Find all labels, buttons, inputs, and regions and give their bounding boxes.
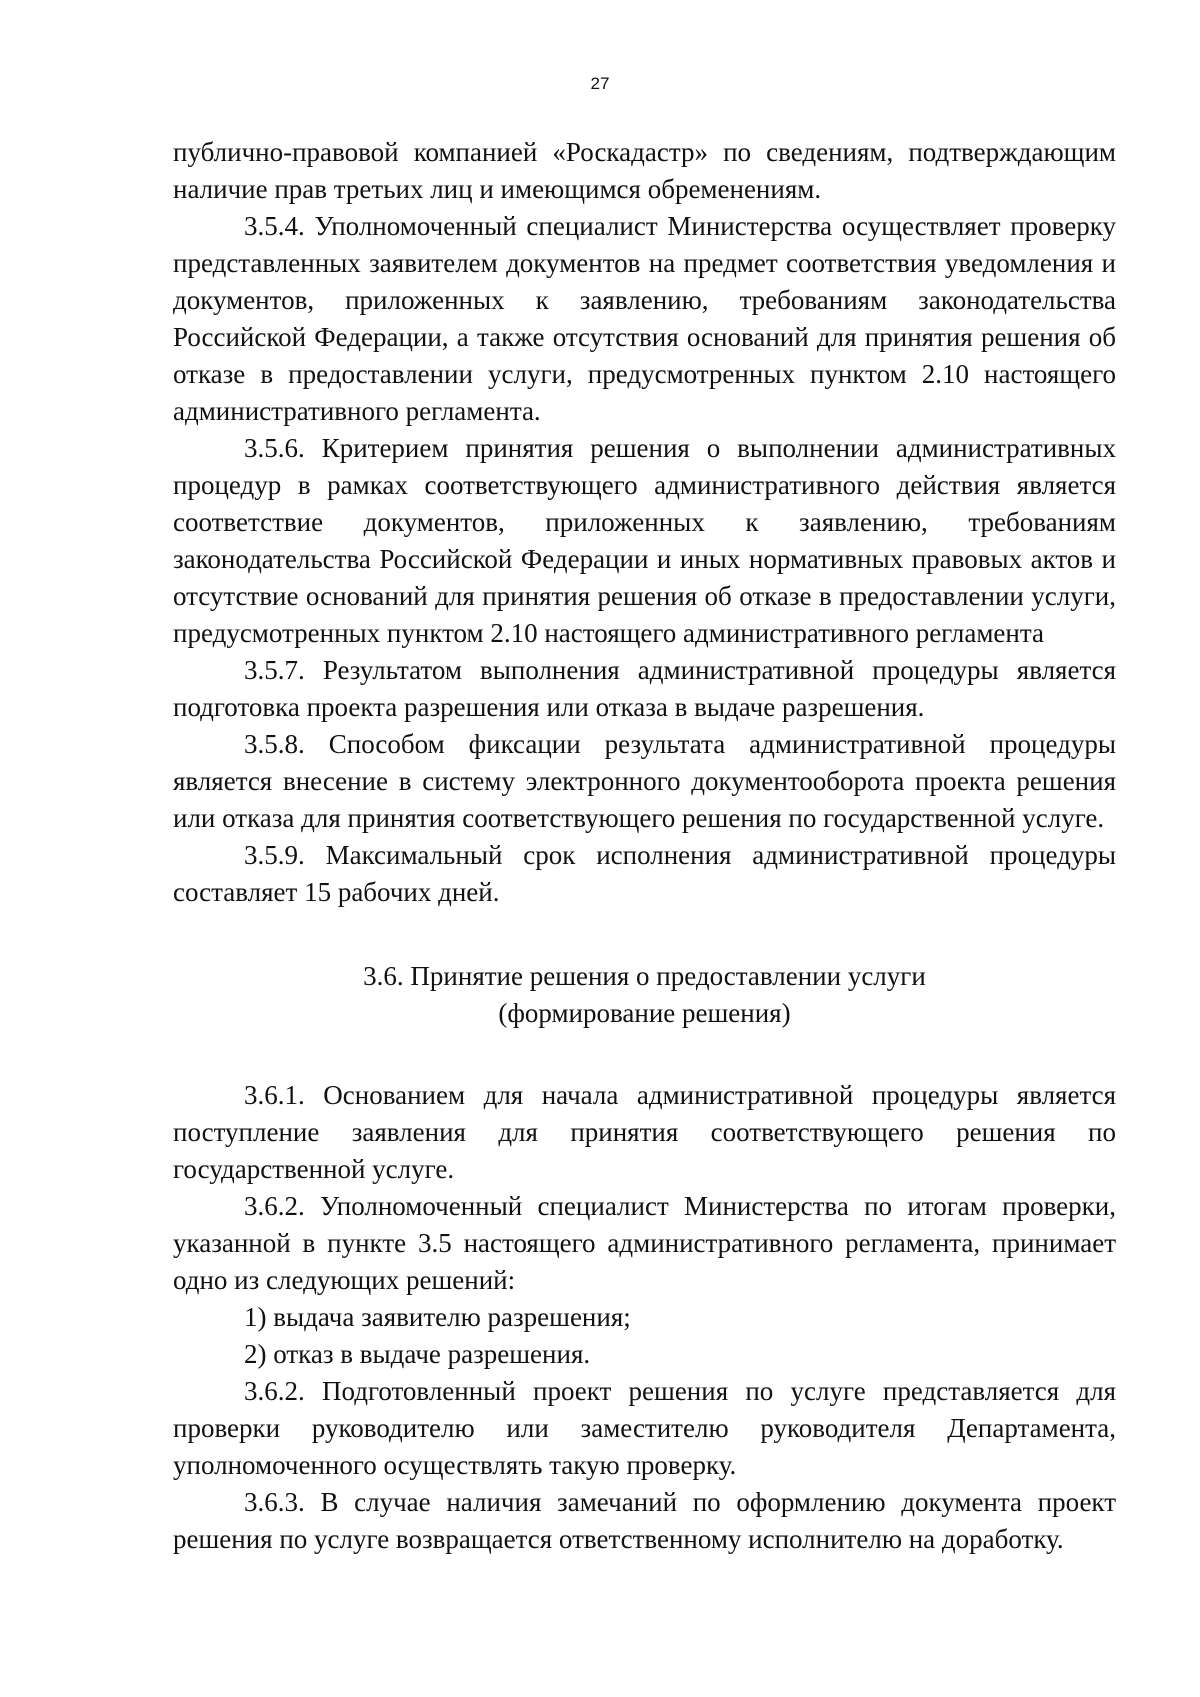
page-number: 27 bbox=[590, 74, 610, 93]
paragraph-3-6-2-review: 3.6.2. Подготовленный проект решения по услуге представляется для проверки руководителю или заместителю руководителя Департамента, уполномоченного осуществлять такую проверку. bbox=[173, 1376, 1116, 1480]
paragraph-3-5-6: 3.5.6. Критерием принятия решения о выполнении административных процедур в рамках соответствующего административного действия является соответствие документов, приложенных к заявлению, требованиям законодательства Российской Федерации и иных нормативных правовых актов и отсутствие оснований для принятия решения об отказе в предоставлении услуги, предусмотренных пунктом 2.10 настоящего административного регламента bbox=[173, 433, 1116, 648]
list-item-decision-2: 2) отказ в выдаче разрешения. bbox=[244, 1339, 591, 1369]
list-item-decision-1: 1) выдача заявителю разрешения; bbox=[244, 1302, 631, 1332]
paragraph-continuation: публично-правовой компанией «Роскадастр» по сведениям, подтверждающим наличие прав третьих лиц и имеющимся обременениям. bbox=[173, 137, 1116, 204]
paragraph-3-6-3: 3.6.3. В случае наличия замечаний по оформлению документа проект решения по услуге возвращается ответственному исполнителю на доработку. bbox=[173, 1487, 1116, 1554]
paragraph-3-5-7: 3.5.7. Результатом выполнения административной процедуры является подготовка проекта разрешения или отказа в выдаче разрешения. bbox=[173, 655, 1116, 722]
section-heading bbox=[173, 958, 1116, 1032]
paragraph-3-6-2: 3.6.2. Уполномоченный специалист Министерства по итогам проверки, указанной в пункте 3.5 настоящего административного регламента, принимает одно из следующих решений: bbox=[173, 1191, 1116, 1295]
paragraph-3-5-9: 3.5.9. Максимальный срок исполнения административной процедуры составляет 15 рабочих дней. bbox=[173, 840, 1116, 907]
paragraph-3-5-8: 3.5.8. Способом фиксации результата административной процедуры является внесение в систему электронного документооборота проекта решения или отказа для принятия соответствующего решения по государственной услуге. bbox=[173, 729, 1116, 833]
document-body bbox=[173, 134, 1116, 1558]
paragraph-3-6-1: 3.6.1. Основанием для начала административной процедуры является поступление заявления для принятия соответствующего решения по государственной услуге. bbox=[173, 1080, 1116, 1184]
paragraph-3-5-4: 3.5.4. Уполномоченный специалист Министерства осуществляет проверку представленных заявителем документов на предмет соответствия уведомления и документов, приложенных к заявлению, требованиям законодательства Российской Федерации, а также отсутствия оснований для принятия решения об отказе в предоставлении услуги, предусмотренных пунктом 2.10 настоящего административного регламента. bbox=[173, 211, 1116, 426]
section-heading-subtitle: (формирование решения) bbox=[498, 998, 791, 1028]
section-heading-title: 3.6. Принятие решения о предоставлении услуги bbox=[363, 961, 926, 991]
